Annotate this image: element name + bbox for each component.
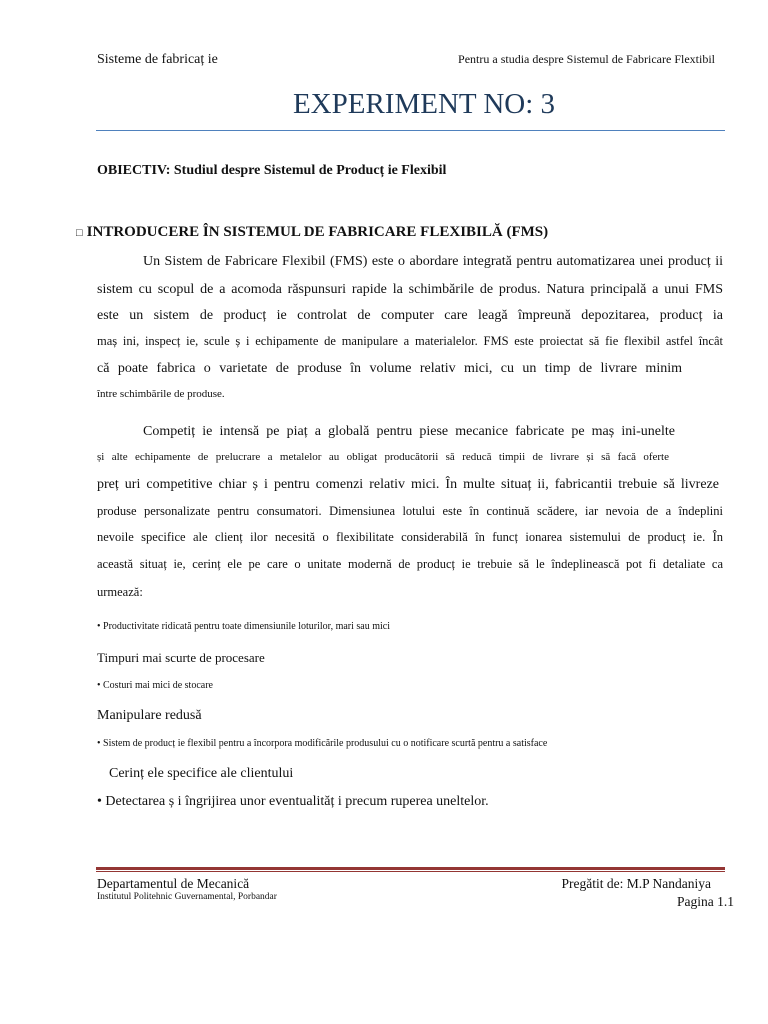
- paragraph1-line: că poate fabrica o varietate de produse în volume relativ mici, cu un timp de livrare minim: [97, 361, 682, 376]
- page-number: Pagina 1.1: [677, 894, 734, 909]
- section-bullet-icon: □: [76, 227, 83, 239]
- section-heading: [76, 224, 548, 241]
- list-item: • Productivitate ridicată pentru toate dimensiunile loturilor, mari sau mici: [97, 621, 391, 632]
- footer-department: Departamentul de Mecanică: [97, 876, 250, 891]
- footer-divider-thin: [96, 871, 725, 872]
- list-item: Timpuri mai scurte de procesare: [97, 650, 265, 665]
- page-title: EXPERIMENT NO: 3: [292, 88, 556, 120]
- paragraph2-line: Competiț ie intensă pe piaț a globală pentru piese mecanice fabricate pe maș ini-unelte: [143, 424, 675, 439]
- footer-divider: [96, 867, 725, 870]
- header-left: Sisteme de fabricaț ie: [97, 52, 218, 67]
- title-divider: [96, 130, 725, 131]
- paragraph2-line: produse personalizate pentru consumatori. Dimensiunea lotului este în continuă scădere, iar nevoia de a îndeplini: [97, 504, 723, 518]
- paragraph1-line: sistem cu scopul de a acomoda răspunsuri rapide la schimbările de produs. Natura principală a unui FMS: [97, 282, 723, 297]
- paragraph1-line: Un Sistem de Fabricare Flexibil (FMS) este o abordare integrată pentru automatizarea unei producț ii: [143, 254, 723, 269]
- paragraph2-line: urmează:: [97, 585, 143, 599]
- footer-prepared-by: Pregătit de: M.P Nandaniya: [561, 876, 711, 891]
- paragraph1-line: maș ini, inspecț ie, scule ș i echipamente de manipulare a materialelor. FMS este proiectat să fie flexibil astfel încât: [97, 334, 723, 348]
- paragraph2-line: nevoile specifice ale clienț ilor necesită o flexibilitate considerabilă în funcț ionarea sistemului de producț ie. În: [97, 530, 723, 544]
- paragraph2-line: preț uri competitive chiar ș i pentru comenzi relativ mici. În multe situaț ii, fabricantii trebuie să livreze: [97, 477, 719, 492]
- paragraph1-line: între schimbările de produse.: [97, 388, 225, 400]
- paragraph1-line: este un sistem de producț ie controlat de computer care leagă împreună depozitarea, producț ia: [97, 308, 723, 323]
- list-item: Cerinț ele specifice ale clientului: [109, 766, 294, 781]
- list-item: Manipulare redusă: [97, 708, 202, 723]
- list-item: • Costuri mai mici de stocare: [97, 680, 213, 691]
- list-item: • Detectarea ș i îngrijirea unor eventualităț i precum ruperea uneltelor.: [97, 794, 489, 809]
- objective: OBIECTIV: Studiul despre Sistemul de Producț ie Flexibil: [97, 163, 447, 178]
- section-heading-text: INTRODUCERE ÎN SISTEMUL DE FABRICARE FLEXIBILĂ (FMS): [86, 224, 549, 240]
- paragraph2-line: această situaț ie, cerinț ele pe care o unitate modernă de producț ie trebuie să le îndeplinească pot fi detaliate ca: [97, 557, 723, 571]
- list-item: • Sistem de producț ie flexibil pentru a încorpora modificările produsului cu o notificare scurtă pentru a satisface: [97, 738, 548, 749]
- footer-institute: Institutul Politehnic Guvernamental, Porbandar: [97, 892, 277, 902]
- header-right: Pentru a studia despre Sistemul de Fabricare Flextibil: [458, 52, 715, 66]
- paragraph2-line: și alte echipamente de prelucrare a metalelor au obligat producătorii să reducă timpii de livrare și să facă oferte: [97, 451, 669, 463]
